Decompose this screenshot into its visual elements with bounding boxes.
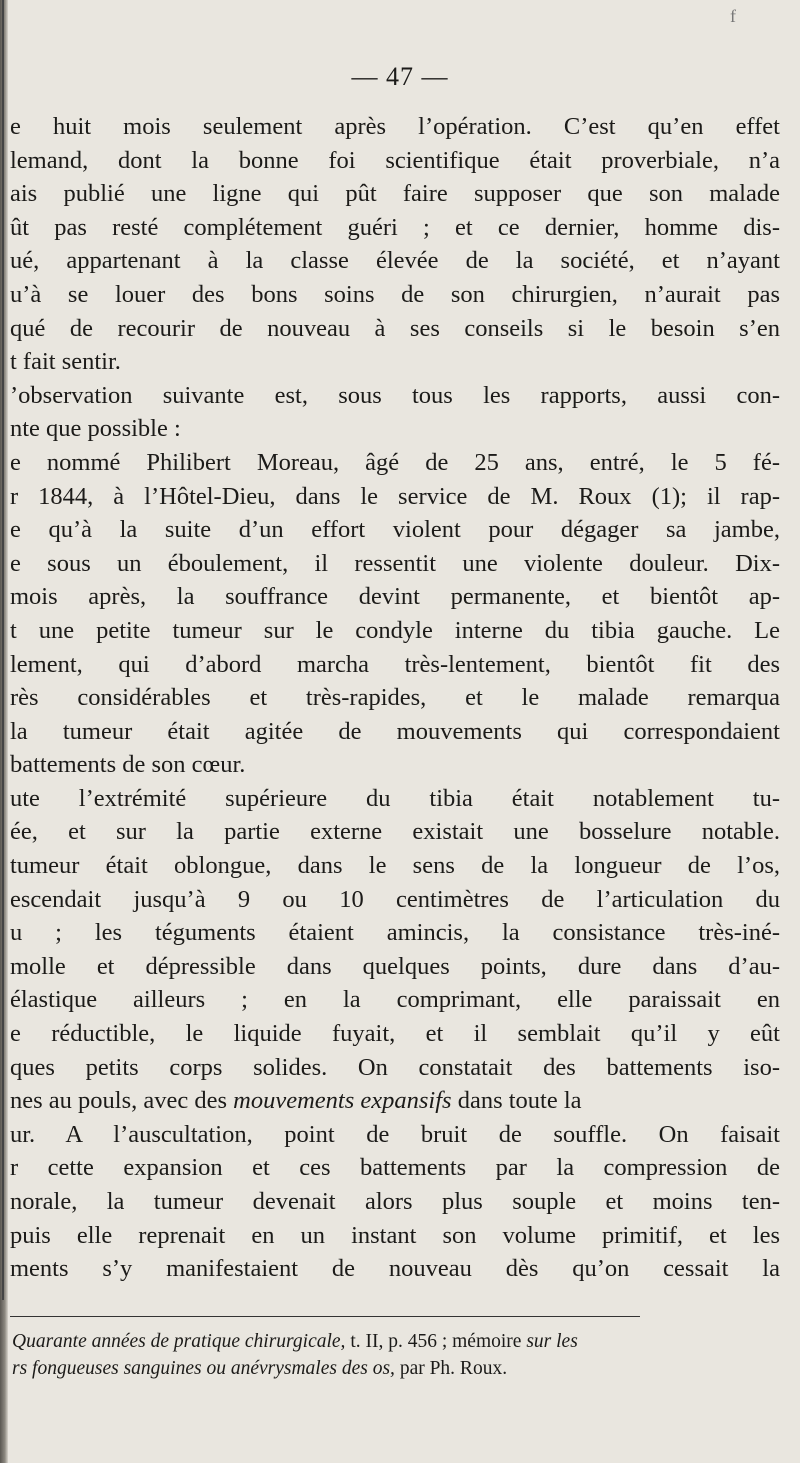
footnote xyxy=(12,1328,742,1382)
text-line: lement, qui d’abord marcha très-lentement, bientôt fit des xyxy=(10,650,780,678)
text-line: ais publié une ligne qui pût faire supposer que son malade xyxy=(10,180,780,208)
text-line: la tumeur était agitée de mouvements qui correspondaient xyxy=(10,717,780,745)
text-line: e sous un éboulement, il ressentit une violente douleur. Dix- xyxy=(10,549,780,577)
text-line xyxy=(10,1084,780,1118)
text-segment: nes au pouls, avec des xyxy=(10,1087,228,1115)
footnote-title: sur les xyxy=(526,1331,578,1352)
body-text xyxy=(10,110,780,1286)
text-line: nte que possible : xyxy=(10,415,181,443)
italic-emphasis: mouvements expansifs xyxy=(233,1087,452,1115)
page-number: — 47 — xyxy=(351,62,449,91)
text-line: ute l’extrémité supérieure du tibia était notablement tu- xyxy=(10,784,780,812)
footnote-title: rs fongueuses sanguines ou anévrysmales des os, xyxy=(12,1358,395,1379)
footnote-text: t. II, p. 456 ; mémoire xyxy=(345,1331,527,1352)
text-line: qué de recourir de nouveau à ses conseils si le besoin s’en xyxy=(10,314,780,342)
footnote-rule xyxy=(10,1316,640,1317)
text-line: e huit mois seulement après l’opération. C’est qu’en effet xyxy=(10,113,780,140)
text-line: rès considérables et très-rapides, et le malade remarqua xyxy=(10,684,780,712)
text-line: t fait sentir. xyxy=(10,348,121,376)
corner-mark: f xyxy=(730,6,736,26)
text-line: ’observation suivante est, sous tous les rapports, aussi con- xyxy=(10,381,780,409)
text-line: ur. A l’auscultation, point de bruit de souffle. On faisait xyxy=(10,1120,780,1148)
text-line: e nommé Philibert Moreau, âgé de 25 ans, entré, le 5 fé- xyxy=(10,448,780,476)
gutter-edge xyxy=(2,0,4,1300)
text-line: tumeur était oblongue, dans le sens de la longueur de l’os, xyxy=(10,852,780,880)
text-line: puis elle reprenait en un instant son volume primitif, et les xyxy=(10,1221,780,1249)
text-line: ques petits corps solides. On constatait des battements iso- xyxy=(10,1053,780,1081)
text-line: molle et dépressible dans quelques points, dure dans d’au- xyxy=(10,952,780,980)
text-line: norale, la tumeur devenait alors plus souple et moins ten- xyxy=(10,1188,780,1215)
text-line: escendait jusqu’à 9 ou 10 centimètres de l’articulation du xyxy=(10,885,780,913)
text-line: u ; les téguments étaient amincis, la consistance très-iné- xyxy=(10,919,780,947)
text-line: lemand, dont la bonne foi scientifique était proverbiale, n’a xyxy=(10,146,780,174)
text-line: e qu’à la suite d’un effort violent pour dégager sa jambe, xyxy=(10,516,780,544)
text-line: u’à se louer des bons soins de son chirurgien, n’aurait pas xyxy=(10,280,780,308)
text-line: e réductible, le liquide fuyait, et il semblait qu’il y eût xyxy=(10,1020,780,1048)
footnote-line xyxy=(12,1328,742,1355)
text-line: ments s’y manifestaient de nouveau dès qu’on cessait la xyxy=(10,1255,780,1283)
text-line: ût pas resté complétement guéri ; et ce dernier, homme dis- xyxy=(10,213,780,241)
text-line: r 1844, à l’Hôtel-Dieu, dans le service de M. Roux (1); il rap- xyxy=(10,482,780,510)
text-line: battements de son cœur. xyxy=(10,751,246,779)
text-segment: dans toute la xyxy=(451,1087,582,1115)
text-line: ué, appartenant à la classe élevée de la société, et n’ayant xyxy=(10,247,780,275)
text-line: t une petite tumeur sur le condyle interne du tibia gauche. Le xyxy=(10,616,780,644)
footnote-title: Quarante années de pratique chirurgicale, xyxy=(12,1331,346,1352)
footnote-text: par Ph. Roux. xyxy=(394,1358,508,1379)
text-line: mois après, la souffrance devint permanente, et bientôt ap- xyxy=(10,583,780,611)
text-line: élastique ailleurs ; en la comprimant, elle paraissait en xyxy=(10,986,780,1014)
text-line: r cette expansion et ces battements par la compression de xyxy=(10,1154,780,1182)
footnote-line xyxy=(12,1355,742,1382)
text-line: ée, et sur la partie externe existait une bosselure notable. xyxy=(10,818,780,846)
